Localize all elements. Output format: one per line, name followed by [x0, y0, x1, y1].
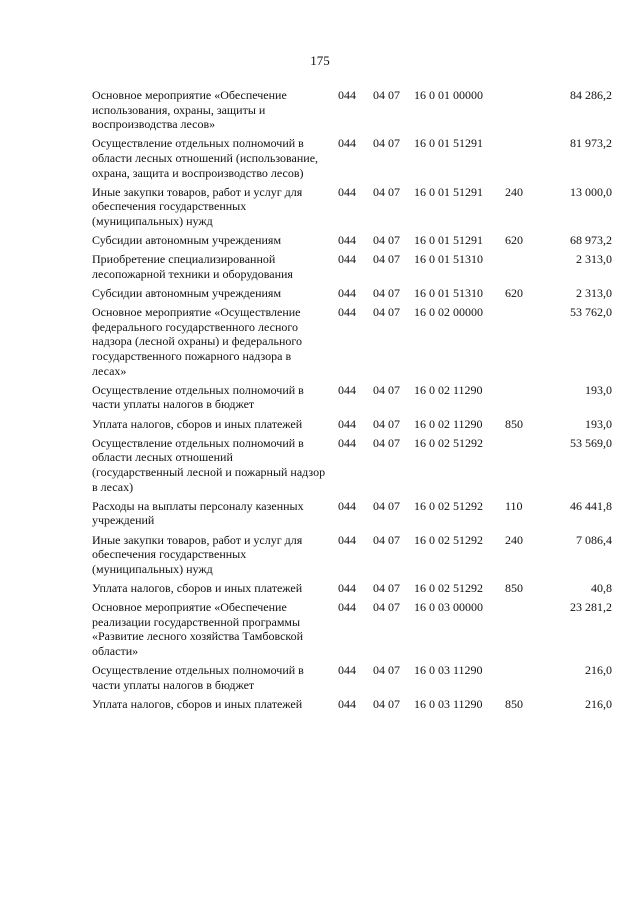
- row-name: Основное мероприятие «Осуществление федерального государственного лесного надзора (лесной охраны) и федерального государственного пожарного надзора в лесах»: [92, 305, 303, 378]
- target-article-code: 16 0 01 51310: [414, 286, 483, 301]
- target-article-code: 16 0 01 51291: [414, 233, 483, 248]
- target-article-code: 16 0 02 51292: [414, 498, 483, 513]
- row-name: Основное мероприятие «Обеспечение использования, охраны, защиты и воспроизводства лесов»: [92, 88, 287, 132]
- amount: 81 973,2: [570, 136, 612, 151]
- row-name: Уплата налогов, сборов и иных платежей: [92, 580, 303, 595]
- ministry-code: 044: [338, 88, 356, 102]
- section-code: 04 07: [373, 580, 400, 595]
- ministry-code: 044: [338, 498, 356, 513]
- table-row: [92, 436, 612, 494]
- table-row: [92, 185, 612, 229]
- section-code: 04 07: [373, 286, 400, 301]
- section-code: 04 07: [373, 663, 400, 678]
- section-code: 04 07: [373, 305, 400, 320]
- ministry-code: 044: [338, 696, 356, 711]
- amount: 23 281,2: [570, 600, 612, 615]
- section-code: 04 07: [373, 600, 400, 615]
- table-row: [92, 417, 612, 432]
- target-article-code: 16 0 01 51291: [414, 136, 483, 151]
- table-row: [92, 136, 612, 180]
- row-name: Осуществление отдельных полномочий в области лесных отношений (использование, охрана, защита и воспроизводство лесов): [92, 136, 319, 180]
- target-article-code: 16 0 02 51292: [414, 532, 483, 547]
- target-article-code: 16 0 02 11290: [414, 416, 483, 431]
- amount: 13 000,0: [570, 184, 612, 199]
- section-code: 04 07: [373, 498, 400, 513]
- amount: 40,8: [591, 580, 612, 595]
- section-code: 04 07: [373, 252, 400, 267]
- expense-type-code: 240: [505, 184, 523, 199]
- ministry-code: 044: [338, 184, 356, 199]
- section-code: 04 07: [373, 696, 400, 711]
- expense-type-code: 620: [505, 233, 523, 248]
- table-row: [92, 305, 612, 378]
- expense-type-code: 620: [505, 286, 523, 301]
- ministry-code: 044: [338, 233, 356, 248]
- amount: 2 313,0: [576, 252, 612, 267]
- table-row: [92, 233, 612, 248]
- target-article-code: 16 0 02 00000: [414, 305, 483, 320]
- amount: 53 569,0: [570, 435, 612, 450]
- expense-type-code: 850: [505, 580, 523, 595]
- table-row: [92, 581, 612, 596]
- target-article-code: 16 0 02 51292: [414, 580, 483, 595]
- row-name: Иные закупки товаров, работ и услуг для обеспечения государственных (муниципальных) нужд: [92, 532, 303, 576]
- target-article-code: 16 0 01 00000: [414, 88, 483, 102]
- ministry-code: 044: [338, 382, 356, 397]
- amount: 193,0: [585, 382, 612, 397]
- row-name: Субсидии автономным учреждениям: [92, 286, 282, 301]
- section-code: 04 07: [373, 88, 400, 102]
- ministry-code: 044: [338, 286, 356, 301]
- table-row: [92, 88, 612, 132]
- target-article-code: 16 0 01 51310: [414, 252, 483, 267]
- ministry-code: 044: [338, 416, 356, 431]
- row-name: Уплата налогов, сборов и иных платежей: [92, 416, 303, 431]
- row-name: Осуществление отдельных полномочий в области лесных отношений (государственный лесной и пожарный надзор в лесах): [92, 435, 326, 494]
- amount: 216,0: [585, 696, 612, 711]
- ministry-code: 044: [338, 600, 356, 615]
- amount: 7 086,4: [576, 532, 612, 547]
- row-name: Расходы на выплаты персоналу казенных учреждений: [92, 498, 304, 528]
- amount: 193,0: [585, 416, 612, 431]
- table-row: [92, 663, 612, 692]
- ministry-code: 044: [338, 532, 356, 547]
- amount: 46 441,8: [570, 498, 612, 513]
- amount: 2 313,0: [576, 286, 612, 301]
- ministry-code: 044: [338, 435, 356, 450]
- row-name: Основное мероприятие «Обеспечение реализации государственной программы «Развитие лесного хозяйства Тамбовской области»: [92, 600, 304, 658]
- row-name: Субсидии автономным учреждениям: [92, 233, 282, 248]
- row-name: Уплата налогов, сборов и иных платежей: [92, 696, 303, 711]
- amount: 216,0: [585, 663, 612, 678]
- amount: 53 762,0: [570, 305, 612, 320]
- section-code: 04 07: [373, 382, 400, 397]
- amount: 68 973,2: [570, 233, 612, 248]
- row-name: Приобретение специализированной лесопожарной техники и оборудования: [92, 252, 293, 281]
- section-code: 04 07: [373, 416, 400, 431]
- ministry-code: 044: [338, 305, 356, 320]
- section-code: 04 07: [373, 233, 400, 248]
- expense-type-code: 110: [505, 498, 523, 513]
- amount: 84 286,2: [570, 88, 612, 102]
- expense-type-code: 850: [505, 696, 523, 711]
- target-article-code: 16 0 02 51292: [414, 435, 483, 450]
- section-code: 04 07: [373, 184, 400, 199]
- ministry-code: 044: [338, 136, 356, 151]
- ministry-code: 044: [338, 252, 356, 267]
- page-number: 175: [310, 53, 330, 68]
- table-row: [92, 383, 612, 412]
- ministry-code: 044: [338, 580, 356, 595]
- section-code: 04 07: [373, 532, 400, 547]
- expense-type-code: 850: [505, 416, 523, 431]
- ministry-code: 044: [338, 663, 356, 678]
- table-row: [92, 252, 612, 281]
- row-name: Осуществление отдельных полномочий в части уплаты налогов в бюджет: [92, 663, 304, 692]
- table-row: [92, 533, 612, 577]
- target-article-code: 16 0 01 51291: [414, 184, 483, 199]
- target-article-code: 16 0 02 11290: [414, 382, 483, 397]
- budget-table: [92, 88, 612, 716]
- target-article-code: 16 0 03 11290: [414, 663, 483, 678]
- expense-type-code: 240: [505, 532, 523, 547]
- row-name: Иные закупки товаров, работ и услуг для обеспечения государственных (муниципальных) нужд: [92, 184, 303, 228]
- table-row: [92, 600, 612, 658]
- section-code: 04 07: [373, 435, 400, 450]
- row-name: Осуществление отдельных полномочий в части уплаты налогов в бюджет: [92, 382, 304, 412]
- table-row: [92, 499, 612, 528]
- section-code: 04 07: [373, 136, 400, 151]
- table-row: [92, 286, 612, 301]
- target-article-code: 16 0 03 11290: [414, 696, 483, 711]
- target-article-code: 16 0 03 00000: [414, 600, 483, 615]
- table-row: [92, 697, 612, 712]
